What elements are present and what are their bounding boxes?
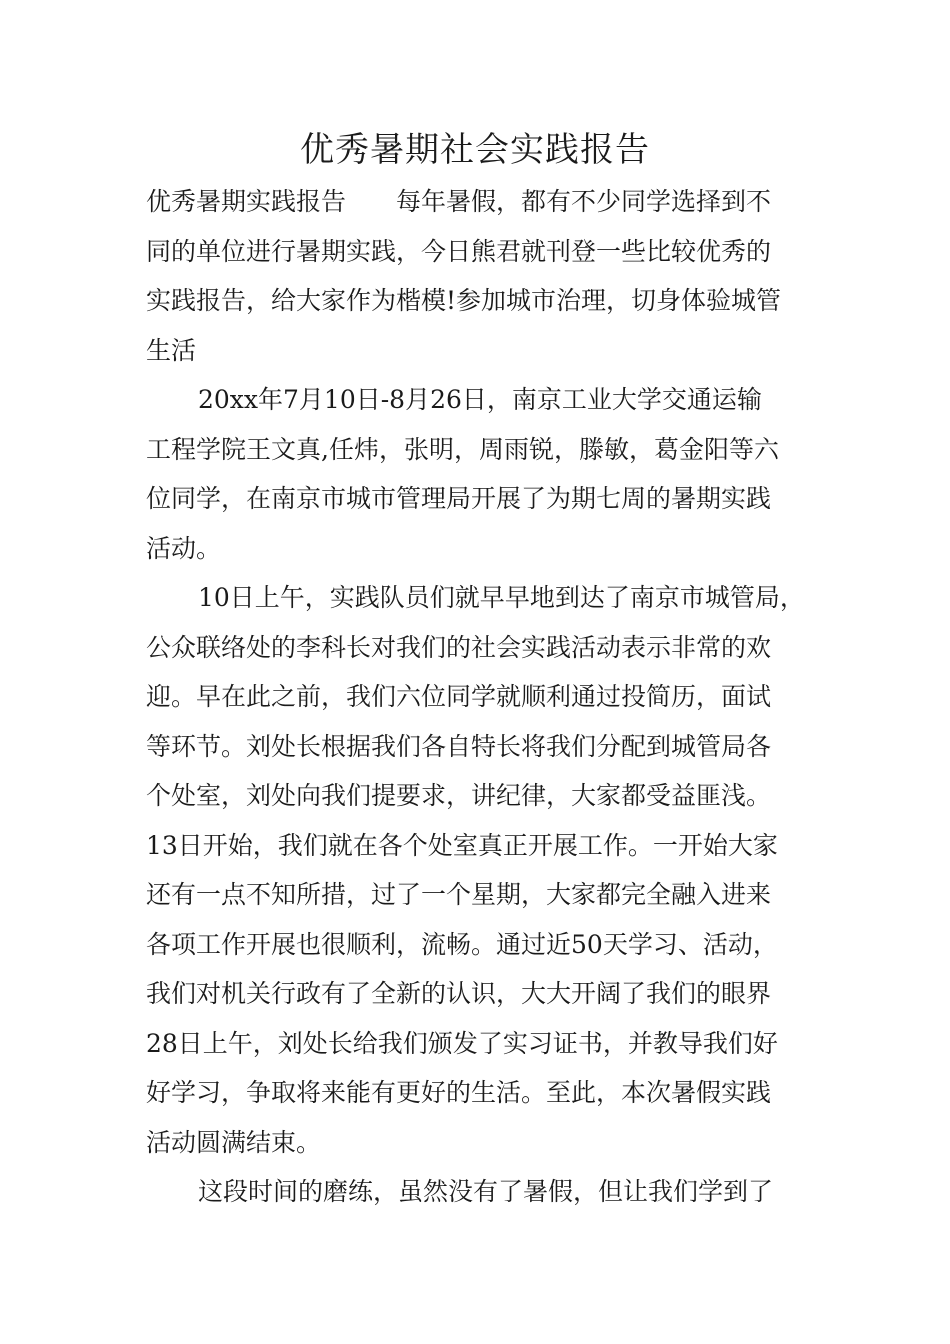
body-line: 公众联络处的李科长对我们的社会实践活动表示非常的欢 — [146, 632, 772, 662]
body-line: 活动。 — [146, 533, 222, 563]
body-line: 同的单位进行暑期实践，今日熊君就刊登一些比较优秀的 — [146, 236, 772, 266]
body-line: 还有一点不知所措，过了一个星期，大家都完全融入进来 — [146, 880, 772, 909]
body-line: 各项工作开展也很顺利，流畅。通过近50天学习、活动， — [146, 929, 778, 959]
body-line: 活动圆满结束。 — [146, 1127, 322, 1157]
body-line: 位同学，在南京市城市管理局开展了为期七周的暑期实践 — [146, 484, 772, 513]
body-line: 10日上午，实践队员们就早早地到达了南京市城管局， — [198, 583, 805, 612]
body-line: 迎。早在此之前，我们六位同学就顺利通过投简历，面试 — [146, 682, 772, 711]
body-line: 生活 — [146, 335, 197, 365]
body-line: 13日开始，我们就在各个处室真正开展工作。一开始大家 — [146, 830, 778, 860]
body-line: 这段时间的磨练，虽然没有了暑假，但让我们学到了 — [198, 1177, 774, 1206]
body-line: 个处室，刘处向我们提要求，讲纪律，大家都受益匪浅。 — [146, 781, 772, 810]
body-line: 我们对机关行政有了全新的认识，大大开阔了我们的眼界 — [146, 979, 772, 1008]
body-line: 优秀暑期实践报告 每年暑假，都有不少同学选择到不 — [146, 187, 772, 216]
body-line: 工程学院王文真,任炜，张明，周雨锐，滕敏，葛金阳等六 — [146, 434, 779, 464]
body-line: 实践报告，给大家作为楷模!参加城市治理，切身体验城管 — [146, 286, 782, 315]
body-line: 等环节。刘处长根据我们各自特长将我们分配到城管局各 — [146, 731, 772, 761]
body-line: 20xx年7月10日-8月26日，南京工业大学交通运输 — [198, 385, 762, 414]
document-title: 优秀暑期社会实践报告 — [300, 130, 650, 170]
body-line: 28日上午，刘处长给我们颁发了实习证书，并教导我们好 — [146, 1028, 778, 1058]
body-line: 好学习，争取将来能有更好的生活。至此，本次暑假实践 — [146, 1078, 772, 1107]
document-body — [146, 177, 846, 1217]
